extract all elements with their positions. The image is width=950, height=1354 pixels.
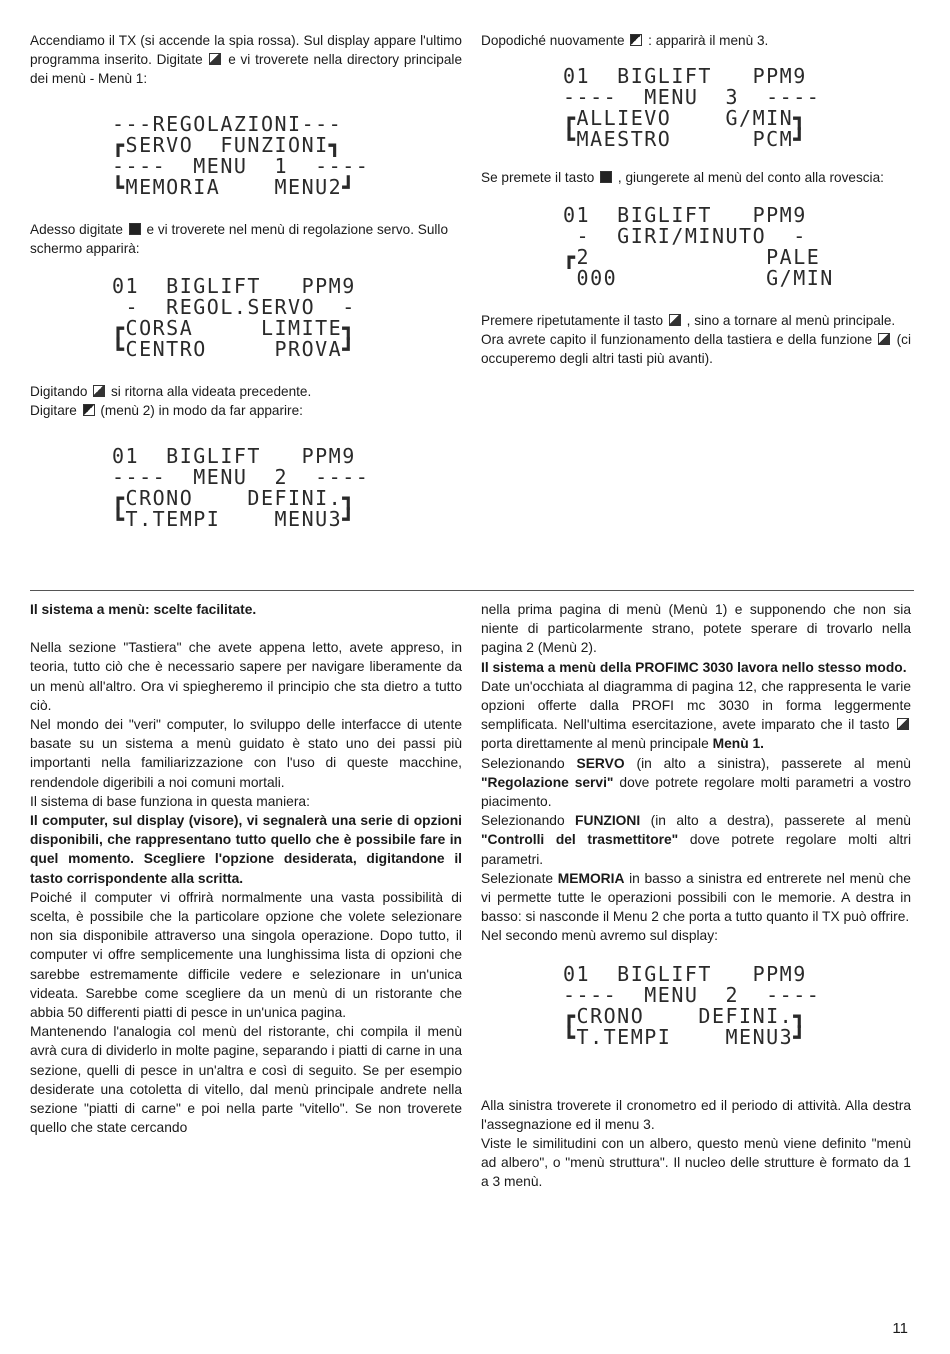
lcd-line: ┗T.TEMPI MENU3┛ — [563, 1024, 807, 1049]
text: Dopodiché nuovamente — [481, 33, 625, 48]
lcd-line: ---- MENU 3 ---- — [563, 85, 821, 109]
text: porta direttamente al menù principale — [481, 736, 709, 752]
text-bold: Menù 1. — [712, 736, 764, 752]
lcd-line: 01 BIGLIFT PPM9 — [563, 64, 807, 88]
lcd-line: ┗CENTRO PROVA┛ — [112, 337, 356, 361]
paragraph — [30, 401, 462, 420]
text: Accendiamo il TX (si accende la spia rossa). Sul display appare l'ultimo programma inserito. Digitate — [30, 33, 462, 67]
text: in basso a sinistra ed entrerete nel menù che vi permette tutte le operazioni possibili con le memorie. A destra in basso: si nasconde il Menu 2 che porta a tutto quanto il TX può offrire. — [481, 870, 911, 925]
lcd-line: ---REGOLAZIONI--- — [112, 112, 343, 136]
text: : apparirà il menù 3. — [648, 33, 769, 48]
paragraph — [481, 869, 911, 927]
lcd-display — [30, 276, 462, 360]
next-key-icon — [129, 223, 141, 235]
section-heading: Il sistema a menù: scelte facilitate. — [30, 602, 257, 617]
text: Premere ripetutamente il tasto — [481, 313, 664, 328]
lcd-line: - GIRI/MINUTO - — [563, 224, 807, 248]
text: si ritorna alla videata precedente. — [111, 384, 312, 399]
paragraph: nella prima pagina di menù (Menù 1) e supponendo che non sia niente di particolarmente strano, potete sperare di trovarlo nella pagina 2 (Menù 2). — [481, 602, 911, 656]
lcd-display — [30, 446, 462, 530]
lcd-line: ┗MEMORIA MENU2┛ — [112, 175, 356, 199]
text: dove potrete regolare molti parametri a vostro piacimento. — [481, 774, 912, 810]
menu-key-icon — [897, 718, 909, 730]
menu-key-icon — [209, 53, 221, 65]
paragraph-bold: Il computer, sul display (visore), vi segnalerà una serie di opzioni disponibili, che rappresentano tutto quello che è possibile fare in quel momento. Scegliere l'opzione desiderata, digitandone il tasto corrispondente alla scritta. — [30, 813, 462, 886]
text-bold: MEMORIA — [557, 870, 625, 886]
paragraph: Nel mondo dei "veri" computer, lo sviluppo delle interfacce di utente basate su un sistema a menù guidato è stato uno dei passi più importanti nella familiarizzazione con l'uso di queste macchine, rendendole digeribili a noi comuni mortali. — [30, 717, 462, 790]
paragraph — [481, 754, 911, 812]
lcd-line: ┏CRONO DEFINI.┓ — [112, 486, 356, 510]
menu-key-icon — [93, 385, 105, 397]
lcd-line: 01 BIGLIFT PPM9 — [563, 203, 807, 227]
text: Selezionate — [481, 870, 554, 886]
text: Digitando — [30, 384, 88, 399]
paragraph: Nella sezione "Tastiera" che avete appena letto, avete appreso, in teoria, tutto ciò che è necessario sapere per navigare liberamente da un menù all'altro. Ora vi spiegheremo il principio che sta dietro a tutto ciò. — [30, 640, 462, 713]
lcd-line: ┏CRONO DEFINI.┓ — [563, 1003, 807, 1028]
text-bold: "Regolazione servi" — [481, 774, 614, 790]
page-number: 11 — [892, 1320, 908, 1337]
text: Date un'occhiata al diagramma di pagina 12, che rappresenta le varie opzioni offerte dalla PROFI mc 3030 in forma leggermente semplificata. Nell'ultima esercitazione, avete imparato che il tasto — [481, 678, 911, 733]
section-divider — [30, 590, 914, 591]
text: Selezionando — [481, 813, 565, 829]
paragraph: Nel secondo menù avremo sul display: — [481, 928, 718, 944]
text: (ci occuperemo degli altri tasti più avanti). — [481, 332, 911, 366]
lcd-display — [481, 66, 911, 150]
paragraph — [481, 811, 911, 869]
top-right-column — [481, 31, 911, 368]
lcd-line: ┗MAESTRO PCM┛ — [563, 127, 807, 151]
text: e vi troverete nel menù di regolazione servo. Sullo schermo apparirà: — [30, 222, 449, 256]
down-key-icon — [83, 404, 95, 416]
text: (in alto a destra), passerete al menù — [650, 813, 911, 829]
text: e vi troverete nella directory principale dei menù - Menù 1: — [30, 52, 463, 86]
text: , sino a tornare al menù principale. — [686, 313, 896, 328]
text: dove potrete regolare molti altri parametri. — [481, 832, 912, 867]
lcd-line: ┏SERVO FUNZIONI┓ — [112, 133, 343, 157]
next-key-icon — [600, 171, 612, 183]
paragraph — [481, 311, 911, 330]
lcd-line: - REGOL.SERVO - — [112, 295, 356, 319]
paragraph — [30, 220, 462, 258]
lcd-line: ---- MENU 2 ---- — [112, 465, 370, 489]
text-bold: "Controlli del trasmettitore" — [481, 832, 679, 848]
text: Ora avrete capito il funzionamento della tastiera e della funzione — [481, 332, 873, 347]
paragraph: Alla sinistra troverete il cronometro ed il periodo di attività. Alla destra l'assegnazione ed il menu 3. — [481, 1097, 911, 1132]
lcd-line: ┏ALLIEVO G/MIN┓ — [563, 106, 807, 130]
text: Adesso digitate — [30, 222, 123, 237]
lcd-line: ┏CORSA LIMITE┓ — [112, 316, 356, 340]
paragraph: Poiché il computer vi offrirà normalmente una vasta possibilità di scelta, è possibile che la particolare opzione che volete selezionare non sia disponibile attraverso una singola operazione. Dopo tutto, il computer vi offre semplicemente una lunghissima lista di opzioni che sarebbe estremamente difficile vedere e selezionare in un'unica videata. Sarebbe come scegliere da un menù di un ristorante che abbia 50 differenti piatti di pesce in un'unica pagina. — [30, 889, 462, 1021]
paragraph — [481, 168, 911, 187]
text: (in alto a sinistra), passerete al menù — [636, 755, 911, 771]
bottom-right-column — [481, 600, 911, 1192]
lcd-line: 01 BIGLIFT PPM9 — [563, 961, 807, 986]
paragraph: Il sistema di base funziona in questa maniera: — [30, 793, 310, 809]
lcd-line: ┗T.TEMPI MENU3┛ — [112, 507, 356, 531]
lcd-line: ┏2 PALE — [563, 245, 821, 269]
lcd-line: ---- MENU 2 ---- — [563, 982, 821, 1007]
paragraph: Mantenendo l'analogia col menù del ristorante, chi compila il menù avrà cura di dividerlo in molte pagine, separando i piatti di carne in una sezione, quelli di pesce in un'altra e così di seguito. Se per esempio desiderate una cotoletta di vitello, dal menù principale andrete nella sezione "piatti di carne" e poi nella parte "vitello". Se non troverete quello che state cercando — [30, 1024, 462, 1136]
text: Digitare — [30, 403, 77, 418]
text: Selezionando — [481, 755, 565, 771]
lcd-display — [481, 205, 911, 289]
lcd-line: ---- MENU 1 ---- — [112, 154, 370, 178]
text-bold: SERVO — [576, 755, 625, 771]
text: Se premete il tasto — [481, 170, 595, 185]
paragraph: Viste le similitudini con un albero, questo menù viene definito "menù ad albero", o "menù struttura". Il nucleo delle strutture è formato da 1 a 3 menù. — [481, 1136, 911, 1190]
lcd-line: 000 G/MIN — [563, 266, 834, 290]
text: , giungerete al menù del conto alla rovescia: — [617, 170, 884, 185]
down-key-icon — [630, 34, 642, 46]
text: (menù 2) in modo da far apparire: — [100, 403, 303, 418]
lcd-line: 01 BIGLIFT PPM9 — [112, 274, 356, 298]
menu-key-icon — [669, 314, 681, 326]
paragraph — [30, 31, 462, 88]
paragraph-bold: Il sistema a menù della PROFIMC 3030 lavora nello stesso modo. — [481, 659, 907, 675]
menu-key-icon — [878, 333, 890, 345]
bottom-left-column — [30, 600, 462, 1137]
paragraph — [481, 330, 911, 368]
text-bold: FUNZIONI — [575, 813, 641, 829]
top-left-column — [30, 31, 462, 530]
lcd-line: 01 BIGLIFT PPM9 — [112, 444, 356, 468]
lcd-display — [481, 961, 911, 1049]
lcd-display — [30, 114, 462, 198]
paragraph — [481, 677, 911, 754]
paragraph — [30, 382, 462, 401]
paragraph — [481, 31, 911, 50]
